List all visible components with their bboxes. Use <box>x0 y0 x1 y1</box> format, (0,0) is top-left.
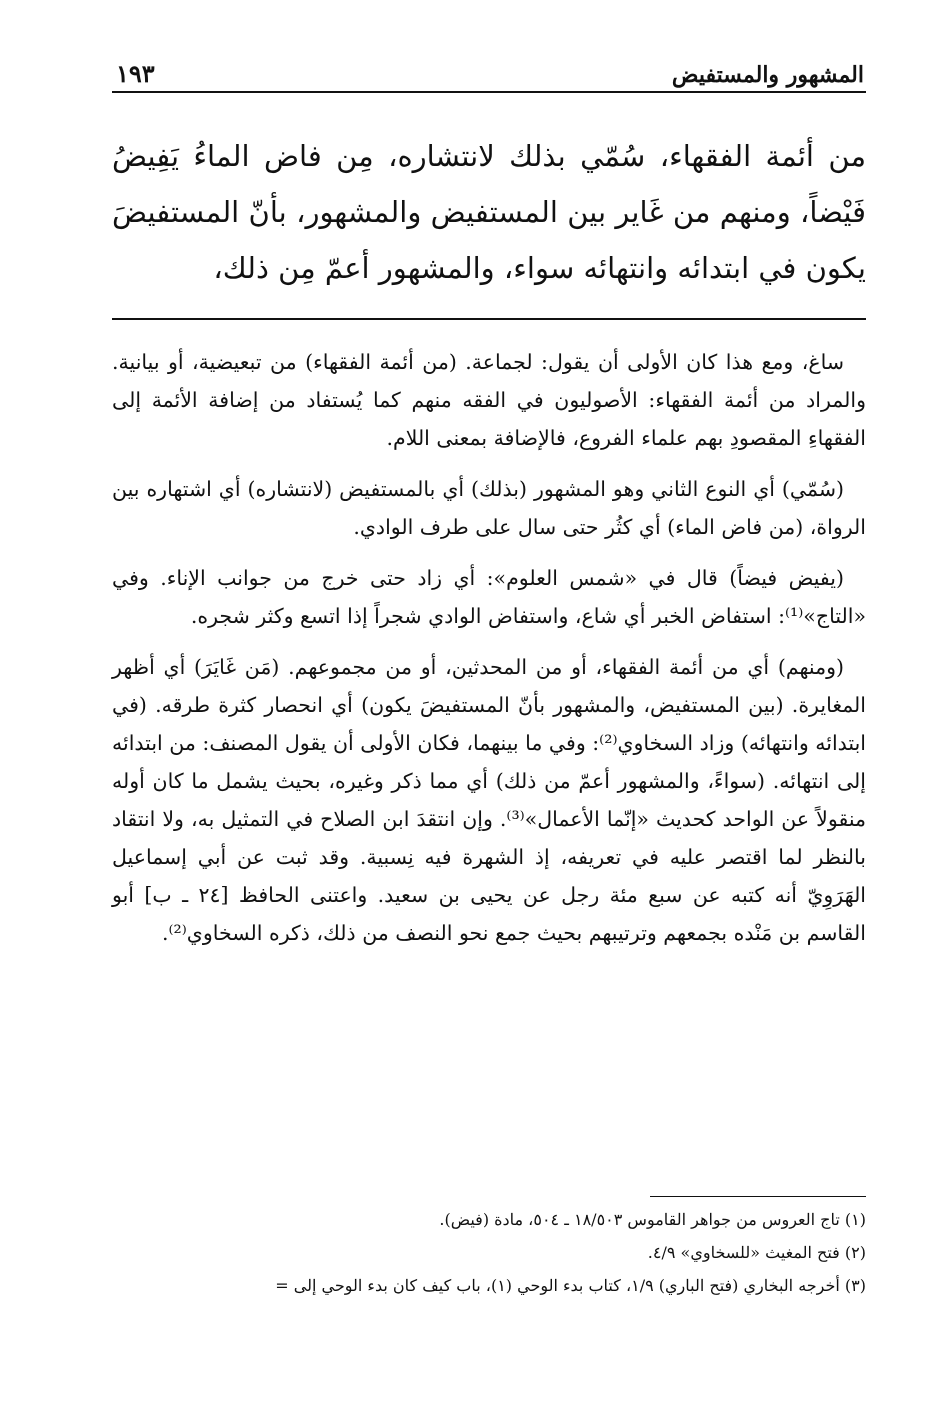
commentary-paragraph-1: ساغ، ومع هذا كان الأولى أن يقول: لجماعة. (من أئمة الفقهاء) من تبعيضية، أو بيانية. والمراد من أئمة الفقهاء: الأصوليون في الفقه منهم كما يُستفاد من إضافة الأئمة إلى الفقهاءِ المقصودِ بهم علماء الفروع، فالإضافة بمعنى اللام. <box>112 350 866 450</box>
footnote-1: (١) تاج العروس من جواهر القاموس ١٨/٥٠٣ ـ ٥٠٤، مادة (فيض). <box>439 1210 866 1229</box>
commentary-paragraph-3: (يفيض فيضاً) قال في «شمس العلوم»: أي زاد حتى خرج من جوانب الإناء. وفي «التاج»⁽¹⁾: استفاض الخبر أي شاع، واستفاض الوادي شجراً إذا اتسع وكثر شجره. <box>112 566 866 628</box>
header-rule <box>112 91 866 93</box>
running-header <box>116 50 864 92</box>
page-number: ١٩٣ <box>116 59 155 88</box>
footnotes-block <box>112 1203 866 1302</box>
commentary-paragraph-2: (سُمّي) أي النوع الثاني وهو المشهور (بذلك) أي بالمستفيض (لانتشاره) أي اشتهاره بين الرواة، (من فاض الماء) أي كثُر حتى سال على طرف الوادي. <box>112 477 866 539</box>
footnote-3: (٣) أخرجه البخاري (فتح الباري) ١/٩، كتاب بدء الوحي (١)، باب كيف كان بدء الوحي إلى = <box>275 1276 866 1295</box>
commentary-paragraph-4: (ومنهم) أي من أئمة الفقهاء، أو من المحدثين، أو من مجموعهم. (مَن غَايَرَ) أي أظهر المغايرة. (بين المستفيض، والمشهور بأنّ المستفيضَ يكون) أي انحصار كثرة طرقه. (في ابتدائه وانتهائه) وزاد السخاوي⁽²⁾: وفي ما بينهما، فكان الأولى أن يقول المصنف: من ابتدائه إلى انتهائه. (سواءً، والمشهور أعمّ من ذلك) أي مما ذكر وغيره، بحيث يشمل ما كان أوله منقولاً عن الواحد كحديث «إنّما الأعمال»⁽³⁾. وإن انتقدَ ابن الصلاح في التمثيل به، ولا انتقاد بالنظر لما اقتصر عليه في تعريفه، إذ الشهرة فيه نِسبية. وقد ثبت عن أبي إسماعيل الهَرَوِيّ أنه كتبه عن سبع مئة رجل عن يحيى بن سعيد. واعتنى الحافظ [٢٤ ـ ب] أبو القاسم بن مَنْده بجمعهم وترتيبهم بحيث جمع نحو النصف من ذلك، ذكره السخاوي⁽²⁾. <box>112 655 867 945</box>
footnote-2: (٢) فتح المغيث «للسخاوي» ٤/٩. <box>647 1243 866 1262</box>
text-commentary-separator <box>112 318 866 320</box>
commentary-block <box>112 343 866 965</box>
main-text-block <box>112 128 866 296</box>
running-title: المشهور والمستفيض <box>671 62 864 88</box>
footnotes-rule <box>650 1196 866 1197</box>
main-text-paragraph: من أئمة الفقهاء، سُمّي بذلك لانتشاره، مِن فاض الماءُ يَفِيضُ فَيْضاً، ومنهم من غَاير بين المستفيض والمشهور، بأنّ المستفيضَ يكون في ابتدائه وانتهائه سواء، والمشهور أعمّ مِن ذلك، <box>112 139 866 285</box>
